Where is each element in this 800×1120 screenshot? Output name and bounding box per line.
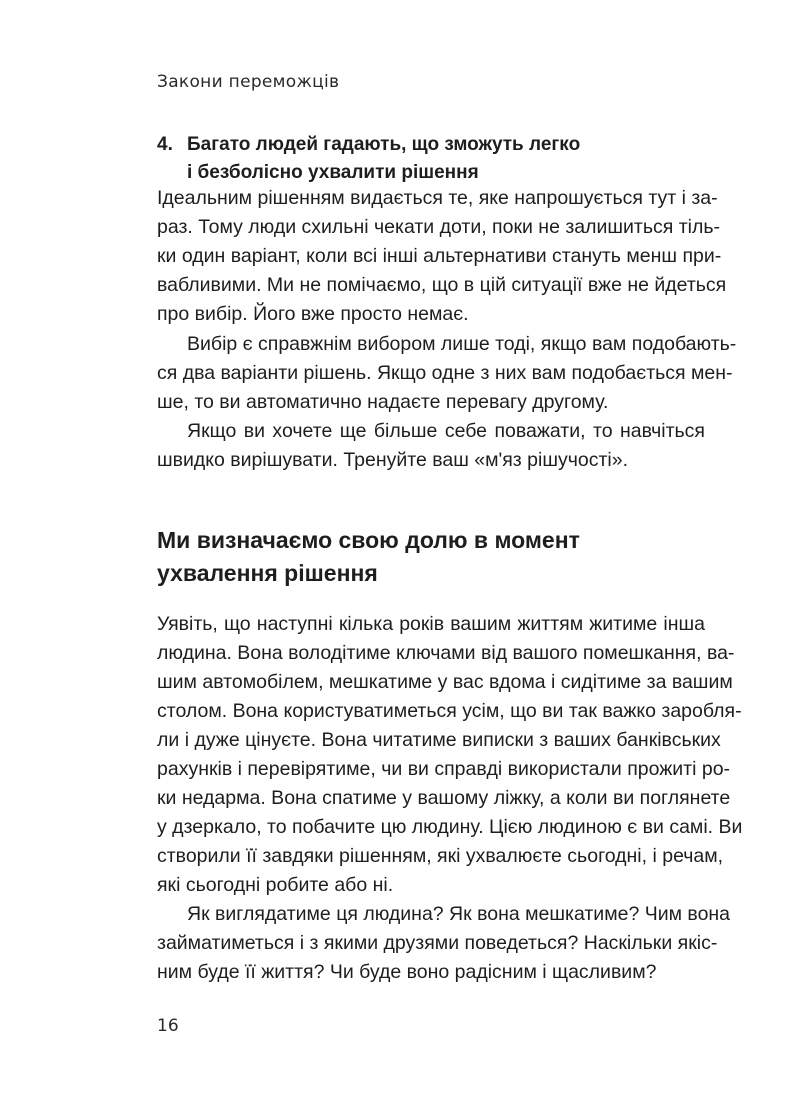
text-line: шим автомобілем, мешкатиме у вас вдома і сидітиме за вашим: [157, 671, 733, 693]
text-line: людина. Вона володітиме ключами від вашого помешкання, ва-: [157, 642, 735, 664]
section-heading-line: ухвалення рішення: [157, 560, 378, 586]
text-line: ше, то ви автоматично надаєте перевагу другому.: [157, 391, 609, 413]
list-heading-line: і безболісно ухвалити рішення: [187, 162, 479, 183]
text-line: Як виглядатиме ця людина? Як вона мешкатиме? Чим вона: [187, 903, 731, 925]
running-head: Закони переможців: [157, 72, 340, 92]
text-line: ки недарма. Вона спатиме у вашому ліжку, а коли ви поглянете: [157, 787, 731, 809]
list-item-number: 4.: [157, 134, 173, 155]
text-line: швидко вирішувати. Тренуйте ваш «м'яз рішучості».: [157, 449, 629, 471]
text-line: ним буде її життя? Чи буде воно радісним і щасливим?: [157, 961, 657, 983]
text-line: раз. Тому люди схильні чекати доти, поки не залишиться тіль-: [157, 216, 721, 238]
list-item-heading: [157, 131, 627, 187]
text-line: Ідеальним рішенням видається те, яке напрошується тут і за-: [157, 187, 718, 209]
section-heading: [157, 524, 705, 590]
text-line: ся два варіанти рішень. Якщо одне з них вам подобається мен-: [157, 362, 733, 384]
text-line: Уявіть, що наступні кілька років вашим життям житиме інша: [157, 613, 705, 635]
text-line: створили її завдяки рішенням, які ухвалюєте сьогодні, і речам,: [157, 845, 724, 867]
text-line: рахунків і перевірятиме, чи ви справді використали прожиті ро-: [157, 758, 731, 780]
page-number: 16: [157, 1016, 179, 1036]
paragraph: [157, 610, 743, 900]
paragraph: [157, 900, 731, 987]
text-line: займатиметься і з якими друзями поведеться? Наскільки якіс-: [157, 932, 718, 954]
text-line: у дзеркало, то побачите цю людину. Цією людиною є ви самі. Ви: [157, 816, 743, 838]
paragraph: [157, 184, 727, 329]
text-line: вабливими. Ми не помічаємо, що в цій ситуації вже не йдеться: [157, 274, 727, 296]
text-line: столом. Вона користуватиметься усім, що ви так важко заробля-: [157, 700, 742, 722]
list-heading-line: Багато людей гадають, що зможуть легко: [187, 134, 581, 155]
paragraph: [157, 417, 705, 475]
paragraph: [157, 330, 737, 417]
section-heading-line: Ми визначаємо свою долю в момент: [157, 527, 580, 553]
text-line: Вибір є справжнім вибором лише тоді, якщо вам подобають-: [187, 333, 737, 355]
text-line: ли і дуже цінуєте. Вона читатиме виписки з ваших банківських: [157, 729, 721, 751]
text-line: про вибір. Його вже просто немає.: [157, 303, 469, 325]
text-line: які сьогодні робите або ні.: [157, 874, 394, 896]
text-line: Якщо ви хочете ще більше себе поважати, то навчіться: [187, 420, 705, 442]
text-line: ки один варіант, коли всі інші альтернативи стануть менш при-: [157, 245, 722, 267]
